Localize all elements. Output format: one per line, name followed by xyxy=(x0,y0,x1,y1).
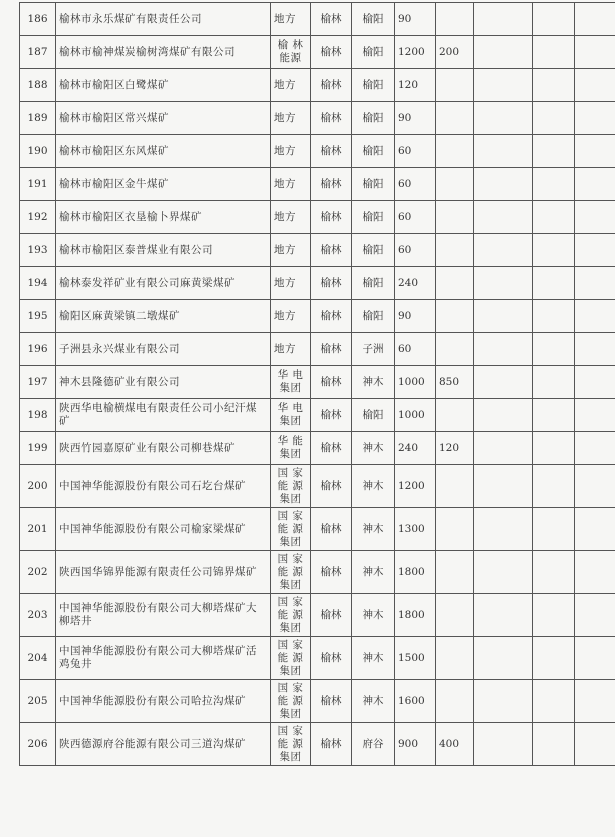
extra-capacity-cell: 400 xyxy=(436,723,474,766)
table-row xyxy=(20,267,615,300)
mine-name-cell: 榆林市榆阳区常兴煤矿 xyxy=(56,102,271,135)
empty-cell xyxy=(575,300,615,333)
city-cell: 榆林 xyxy=(311,36,352,69)
city-cell: 榆林 xyxy=(311,267,352,300)
empty-cell xyxy=(533,551,575,594)
empty-cell xyxy=(575,508,615,551)
empty-cell xyxy=(533,366,575,399)
city-cell: 榆林 xyxy=(311,234,352,267)
city-cell: 榆林 xyxy=(311,168,352,201)
extra-capacity-cell xyxy=(436,300,474,333)
mine-name-cell: 子洲县永兴煤业有限公司 xyxy=(56,333,271,366)
empty-cell xyxy=(575,637,615,680)
city-cell: 榆林 xyxy=(311,135,352,168)
owner-type-cell: 地方 xyxy=(271,201,311,234)
owner-type-cell: 华 电 集团 xyxy=(271,399,311,432)
county-cell: 榆阳 xyxy=(352,168,395,201)
table-row xyxy=(20,637,615,680)
empty-cell xyxy=(533,102,575,135)
empty-cell xyxy=(575,168,615,201)
table-row xyxy=(20,432,615,465)
capacity-cell: 1800 xyxy=(395,594,436,637)
capacity-cell: 90 xyxy=(395,300,436,333)
empty-cell xyxy=(575,366,615,399)
row-number-cell: 189 xyxy=(20,102,56,135)
empty-cell xyxy=(474,135,533,168)
empty-cell xyxy=(474,36,533,69)
mine-name-cell: 中国神华能源股份有限公司石圪台煤矿 xyxy=(56,465,271,508)
empty-cell xyxy=(575,465,615,508)
county-cell: 榆阳 xyxy=(352,201,395,234)
capacity-cell: 1000 xyxy=(395,399,436,432)
extra-capacity-cell xyxy=(436,333,474,366)
city-cell: 榆林 xyxy=(311,680,352,723)
capacity-cell: 60 xyxy=(395,135,436,168)
empty-cell xyxy=(533,267,575,300)
mine-name-cell: 神木县隆德矿业有限公司 xyxy=(56,366,271,399)
mine-name-cell: 榆林泰发祥矿业有限公司麻黄梁煤矿 xyxy=(56,267,271,300)
county-cell: 神木 xyxy=(352,637,395,680)
county-cell: 府谷 xyxy=(352,723,395,766)
row-number-cell: 196 xyxy=(20,333,56,366)
capacity-cell: 1300 xyxy=(395,508,436,551)
empty-cell xyxy=(575,36,615,69)
table-row xyxy=(20,69,615,102)
city-cell: 榆林 xyxy=(311,594,352,637)
empty-cell xyxy=(575,135,615,168)
capacity-cell: 1500 xyxy=(395,637,436,680)
extra-capacity-cell xyxy=(436,69,474,102)
county-cell: 榆阳 xyxy=(352,36,395,69)
extra-capacity-cell: 850 xyxy=(436,366,474,399)
empty-cell xyxy=(533,300,575,333)
capacity-cell: 90 xyxy=(395,3,436,36)
empty-cell xyxy=(533,234,575,267)
empty-cell xyxy=(533,69,575,102)
row-number-cell: 202 xyxy=(20,551,56,594)
empty-cell xyxy=(533,399,575,432)
mine-name-cell: 中国神华能源股份有限公司榆家梁煤矿 xyxy=(56,508,271,551)
owner-type-cell: 地方 xyxy=(271,3,311,36)
empty-cell xyxy=(474,399,533,432)
mine-name-cell: 陕西竹园嘉原矿业有限公司柳巷煤矿 xyxy=(56,432,271,465)
empty-cell xyxy=(575,432,615,465)
table-row xyxy=(20,465,615,508)
row-number-cell: 191 xyxy=(20,168,56,201)
owner-type-cell: 国 家 能 源 集团 xyxy=(271,637,311,680)
county-cell: 神木 xyxy=(352,508,395,551)
row-number-cell: 198 xyxy=(20,399,56,432)
row-number-cell: 205 xyxy=(20,680,56,723)
city-cell: 榆林 xyxy=(311,399,352,432)
owner-type-cell: 地方 xyxy=(271,168,311,201)
city-cell: 榆林 xyxy=(311,69,352,102)
owner-type-cell: 地方 xyxy=(271,102,311,135)
county-cell: 神木 xyxy=(352,432,395,465)
empty-cell xyxy=(533,432,575,465)
owner-type-cell: 华 能 集团 xyxy=(271,432,311,465)
county-cell: 神木 xyxy=(352,680,395,723)
table-row xyxy=(20,680,615,723)
empty-cell xyxy=(474,366,533,399)
empty-cell xyxy=(533,333,575,366)
empty-cell xyxy=(533,680,575,723)
empty-cell xyxy=(533,36,575,69)
empty-cell xyxy=(474,680,533,723)
row-number-cell: 188 xyxy=(20,69,56,102)
city-cell: 榆林 xyxy=(311,432,352,465)
county-cell: 神木 xyxy=(352,551,395,594)
capacity-cell: 60 xyxy=(395,333,436,366)
extra-capacity-cell xyxy=(436,234,474,267)
mine-name-cell: 榆林市永乐煤矿有限责任公司 xyxy=(56,3,271,36)
empty-cell xyxy=(575,69,615,102)
row-number-cell: 204 xyxy=(20,637,56,680)
city-cell: 榆林 xyxy=(311,508,352,551)
row-number-cell: 193 xyxy=(20,234,56,267)
row-number-cell: 201 xyxy=(20,508,56,551)
empty-cell xyxy=(533,168,575,201)
capacity-cell: 1000 xyxy=(395,366,436,399)
extra-capacity-cell xyxy=(436,267,474,300)
capacity-cell: 1600 xyxy=(395,680,436,723)
owner-type-cell: 地方 xyxy=(271,333,311,366)
mine-name-cell: 榆林市榆神煤炭榆树湾煤矿有限公司 xyxy=(56,36,271,69)
empty-cell xyxy=(575,3,615,36)
row-number-cell: 186 xyxy=(20,3,56,36)
mine-name-cell: 榆林市榆阳区白鹭煤矿 xyxy=(56,69,271,102)
empty-cell xyxy=(474,267,533,300)
owner-type-cell: 国 家 能 源 集团 xyxy=(271,680,311,723)
table-row xyxy=(20,508,615,551)
county-cell: 神木 xyxy=(352,594,395,637)
capacity-cell: 1200 xyxy=(395,465,436,508)
empty-cell xyxy=(474,508,533,551)
capacity-cell: 60 xyxy=(395,201,436,234)
extra-capacity-cell xyxy=(436,201,474,234)
empty-cell xyxy=(474,102,533,135)
owner-type-cell: 国 家 能 源 集团 xyxy=(271,551,311,594)
empty-cell xyxy=(533,3,575,36)
row-number-cell: 199 xyxy=(20,432,56,465)
capacity-cell: 1800 xyxy=(395,551,436,594)
extra-capacity-cell xyxy=(436,399,474,432)
county-cell: 神木 xyxy=(352,366,395,399)
extra-capacity-cell xyxy=(436,465,474,508)
empty-cell xyxy=(575,723,615,766)
row-number-cell: 190 xyxy=(20,135,56,168)
owner-type-cell: 地方 xyxy=(271,300,311,333)
empty-cell xyxy=(533,508,575,551)
row-number-cell: 197 xyxy=(20,366,56,399)
county-cell: 榆阳 xyxy=(352,135,395,168)
city-cell: 榆林 xyxy=(311,637,352,680)
empty-cell xyxy=(575,399,615,432)
extra-capacity-cell: 200 xyxy=(436,36,474,69)
empty-cell xyxy=(533,135,575,168)
county-cell: 榆阳 xyxy=(352,300,395,333)
empty-cell xyxy=(575,333,615,366)
capacity-cell: 1200 xyxy=(395,36,436,69)
table-row xyxy=(20,594,615,637)
table-row xyxy=(20,300,615,333)
empty-cell xyxy=(474,432,533,465)
extra-capacity-cell xyxy=(436,551,474,594)
table-row xyxy=(20,723,615,766)
empty-cell xyxy=(533,637,575,680)
table-row xyxy=(20,3,615,36)
table-row xyxy=(20,102,615,135)
county-cell: 榆阳 xyxy=(352,399,395,432)
mine-name-cell: 榆林市榆阳区东风煤矿 xyxy=(56,135,271,168)
owner-type-cell: 华 电 集团 xyxy=(271,366,311,399)
county-cell: 子洲 xyxy=(352,333,395,366)
owner-type-cell: 国 家 能 源 集团 xyxy=(271,594,311,637)
capacity-cell: 900 xyxy=(395,723,436,766)
extra-capacity-cell xyxy=(436,680,474,723)
coal-mine-table xyxy=(19,2,615,766)
empty-cell xyxy=(474,551,533,594)
extra-capacity-cell xyxy=(436,637,474,680)
county-cell: 榆阳 xyxy=(352,267,395,300)
row-number-cell: 194 xyxy=(20,267,56,300)
empty-cell xyxy=(575,551,615,594)
owner-type-cell: 国 家 能 源 集团 xyxy=(271,508,311,551)
empty-cell xyxy=(474,465,533,508)
empty-cell xyxy=(533,465,575,508)
city-cell: 榆林 xyxy=(311,3,352,36)
empty-cell xyxy=(474,333,533,366)
empty-cell xyxy=(533,201,575,234)
empty-cell xyxy=(575,594,615,637)
empty-cell xyxy=(474,723,533,766)
extra-capacity-cell xyxy=(436,168,474,201)
owner-type-cell: 榆 林 能源 xyxy=(271,36,311,69)
owner-type-cell: 地方 xyxy=(271,69,311,102)
mine-name-cell: 榆林市榆阳区金牛煤矿 xyxy=(56,168,271,201)
mine-name-cell: 陕西德源府谷能源有限公司三道沟煤矿 xyxy=(56,723,271,766)
empty-cell xyxy=(533,723,575,766)
empty-cell xyxy=(474,69,533,102)
empty-cell xyxy=(575,267,615,300)
empty-cell xyxy=(474,594,533,637)
capacity-cell: 240 xyxy=(395,267,436,300)
capacity-cell: 90 xyxy=(395,102,436,135)
table-row xyxy=(20,399,615,432)
row-number-cell: 192 xyxy=(20,201,56,234)
capacity-cell: 240 xyxy=(395,432,436,465)
capacity-cell: 120 xyxy=(395,69,436,102)
empty-cell xyxy=(474,3,533,36)
table-row xyxy=(20,135,615,168)
table-row xyxy=(20,366,615,399)
mine-name-cell: 中国神华能源股份有限公司大柳塔煤矿大柳塔井 xyxy=(56,594,271,637)
county-cell: 榆阳 xyxy=(352,234,395,267)
table-row xyxy=(20,234,615,267)
owner-type-cell: 地方 xyxy=(271,135,311,168)
table-row xyxy=(20,551,615,594)
owner-type-cell: 地方 xyxy=(271,234,311,267)
table-row xyxy=(20,201,615,234)
city-cell: 榆林 xyxy=(311,201,352,234)
city-cell: 榆林 xyxy=(311,102,352,135)
city-cell: 榆林 xyxy=(311,366,352,399)
owner-type-cell: 地方 xyxy=(271,267,311,300)
empty-cell xyxy=(474,637,533,680)
extra-capacity-cell: 120 xyxy=(436,432,474,465)
extra-capacity-cell xyxy=(436,135,474,168)
mine-name-cell: 榆林市榆阳区泰普煤业有限公司 xyxy=(56,234,271,267)
mine-name-cell: 中国神华能源股份有限公司哈拉沟煤矿 xyxy=(56,680,271,723)
extra-capacity-cell xyxy=(436,594,474,637)
empty-cell xyxy=(474,168,533,201)
county-cell: 榆阳 xyxy=(352,102,395,135)
city-cell: 榆林 xyxy=(311,465,352,508)
mine-name-cell: 陕西国华锦界能源有限责任公司锦界煤矿 xyxy=(56,551,271,594)
row-number-cell: 200 xyxy=(20,465,56,508)
table-row xyxy=(20,168,615,201)
empty-cell xyxy=(575,234,615,267)
mine-name-cell: 榆林市榆阳区衣垦榆卜界煤矿 xyxy=(56,201,271,234)
owner-type-cell: 国 家 能 源 集团 xyxy=(271,723,311,766)
city-cell: 榆林 xyxy=(311,723,352,766)
owner-type-cell: 国 家 能 源 集团 xyxy=(271,465,311,508)
extra-capacity-cell xyxy=(436,508,474,551)
empty-cell xyxy=(575,102,615,135)
mine-name-cell: 中国神华能源股份有限公司大柳塔煤矿活鸡兔井 xyxy=(56,637,271,680)
mine-name-cell: 陕西华电榆横煤电有限责任公司小纪汗煤矿 xyxy=(56,399,271,432)
row-number-cell: 195 xyxy=(20,300,56,333)
row-number-cell: 203 xyxy=(20,594,56,637)
row-number-cell: 187 xyxy=(20,36,56,69)
county-cell: 榆阳 xyxy=(352,3,395,36)
empty-cell xyxy=(575,201,615,234)
city-cell: 榆林 xyxy=(311,551,352,594)
city-cell: 榆林 xyxy=(311,300,352,333)
table-row xyxy=(20,333,615,366)
extra-capacity-cell xyxy=(436,102,474,135)
county-cell: 神木 xyxy=(352,465,395,508)
empty-cell xyxy=(474,234,533,267)
table-row xyxy=(20,36,615,69)
county-cell: 榆阳 xyxy=(352,69,395,102)
city-cell: 榆林 xyxy=(311,333,352,366)
empty-cell xyxy=(575,680,615,723)
mine-name-cell: 榆阳区麻黄梁镇二墩煤矿 xyxy=(56,300,271,333)
empty-cell xyxy=(474,201,533,234)
capacity-cell: 60 xyxy=(395,168,436,201)
empty-cell xyxy=(474,300,533,333)
empty-cell xyxy=(533,594,575,637)
extra-capacity-cell xyxy=(436,3,474,36)
capacity-cell: 60 xyxy=(395,234,436,267)
row-number-cell: 206 xyxy=(20,723,56,766)
